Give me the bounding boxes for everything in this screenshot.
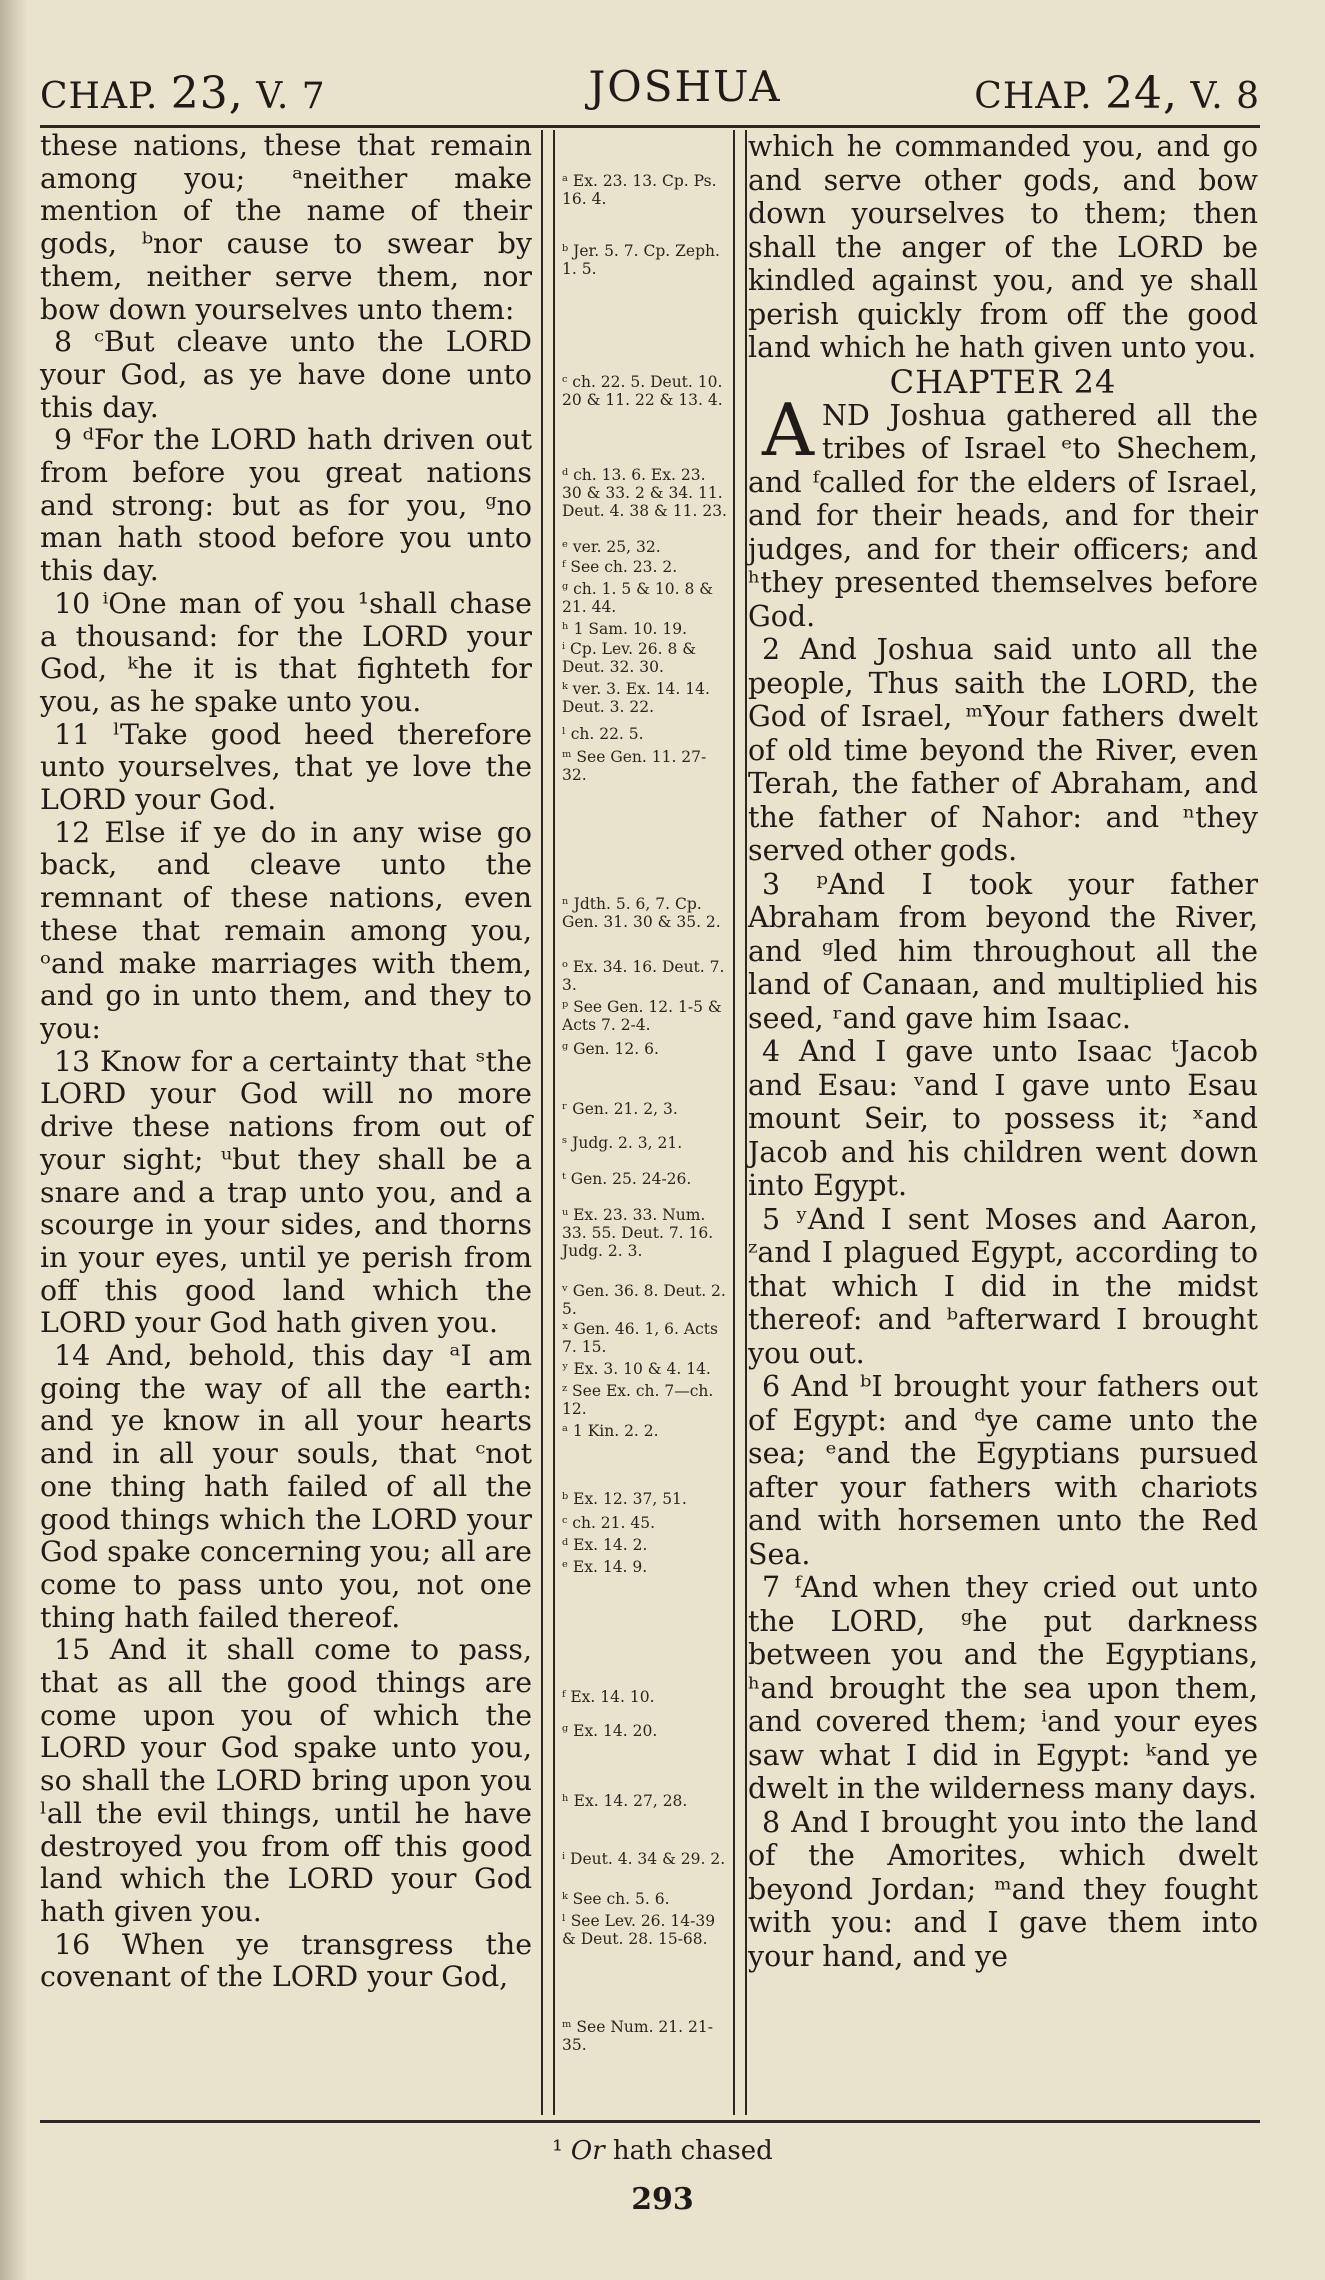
verse-paragraph: 4 And I gave unto Isaac ᵗJacob and Esau: ᵛand I gave unto Esau mount Seir, to possess it; ˣand Jacob and his children went down into Egypt. [748,1035,1258,1202]
header-left-verse: V. 7 [256,76,326,117]
cross-reference: ᵍ ch. 1. 5 & 10. 8 & 21. 44. [562,580,714,616]
verse-paragraph: which he commanded you, and go and serve other gods, and bow down yourselves to them; then shall the anger of the LORD be kindled against you, and ye shall perish quickly from off the good land which he hath given unto you. [748,130,1258,364]
cross-reference: ᵐ See Num. 21. 21-35. [562,2018,713,2054]
cross-reference: ᵛ Gen. 36. 8. Deut. 2. 5. [562,1282,726,1318]
cross-reference: ʰ 1 Sam. 10. 19. [562,620,688,638]
verse-paragraph: 8 And I brought you into the land of the Amorites, which dwelt beyond Jordan; ᵐand they fought with you: and I gave them into your hand, and ye [748,1805,1258,1973]
verse-paragraph: 10 ⁱOne man of you ¹shall chase a thousand: for the LORD your God, ᵏhe it is that fighteth for you, as he spake unto you. [40,586,532,718]
cross-reference: ᵃ 1 Kin. 2. 2. [562,1422,659,1440]
cross-reference: ᵍ Ex. 14. 20. [562,1722,658,1740]
cross-reference: ᵉ ver. 25, 32. [562,538,661,556]
footnote-text: hath chased [612,2136,773,2166]
cross-reference: ᵍ Gen. 12. 6. [562,1040,659,1058]
column-divider [745,130,747,2115]
footnote [0,2136,1325,2166]
footer-rule [40,2120,1260,2123]
verse-paragraph: 11 ˡTake good heed therefore unto yourselves, that ye love the LORD your God. [40,717,532,817]
verse-paragraph: 14 And, behold, this day ᵃI am going the way of all the earth: and ye know in all your hearts and in all your souls, that ᶜnot one thing hath failed of all the good things which the LORD your God spake concerning you; all are come to pass unto you, not one thing hath failed thereof. [40,1339,532,1634]
footnote-marker: ¹ [552,2136,563,2166]
cross-reference: ᵗ Gen. 25. 24-26. [562,1170,692,1188]
verse-paragraph: 15 And it shall come to pass, that as all the good things are come upon you of which the LORD your God spake unto you, so shall the LORD bring upon you ˡall the evil things, until he have destroyed you from off this good land which the LORD your God hath given you. [40,1633,532,1928]
cross-reference: ᶻ See Ex. ch. 7—ch. 12. [562,1382,714,1418]
cross-reference: ᵈ ch. 13. 6. Ex. 23. 30 & 33. 2 & 34. 11. Deut. 4. 38 & 11. 23. [562,466,727,520]
cross-reference: ʰ Ex. 14. 27, 28. [562,1792,688,1810]
verse-paragraph: these nations, these that remain among you; ᵃneither make mention of the name of their gods, ᵇnor cause to swear by them, neither serve them, nor bow down yourselves unto them: [40,129,532,326]
running-header [40,62,1260,122]
verse-paragraph: 16 When ye transgress the covenant of the LORD your God, [40,1927,532,1994]
verse-paragraph: 6 And ᵇI brought your fathers out of Egypt: and ᵈye came unto the sea; ᵉand the Egyptians pursued after your fathers with chariots and with horsemen unto the Red Sea. [748,1370,1258,1571]
header-rule [40,125,1260,128]
cross-reference: ᶠ See ch. 23. 2. [562,558,678,576]
page-binding-shadow [0,0,28,2280]
header-left-prefix: CHAP. [40,76,159,117]
cross-reference: ᵏ ver. 3. Ex. 14. 14. Deut. 3. 22. [562,680,710,716]
book-title: JOSHUA [588,62,782,111]
cross-reference: ᵐ See Gen. 11. 27-32. [562,748,707,784]
cross-reference: ᵃ Ex. 23. 13. Cp. Ps. 16. 4. [562,172,717,208]
cross-reference: ˢ Judg. 2. 3, 21. [562,1134,683,1152]
cross-reference: ˡ ch. 22. 5. [562,725,644,743]
cross-reference: ⁱ Cp. Lev. 26. 8 & Deut. 32. 30. [562,640,697,676]
cross-reference-column [562,130,732,2115]
cross-reference: ⁿ Jdth. 5. 6, 7. Cp. Gen. 31. 30 & 35. 2. [562,895,721,931]
verse-paragraph: 13 Know for a certainty that ˢthe LORD your God will no more drive these nations from out of your sight; ᵘbut they shall be a snare and a trap unto you, and a scourge in your sides, and thorns in your eyes, until ye perish from off this good land which the LORD your God hath given you. [40,1044,532,1340]
cross-reference: ᵇ Ex. 12. 37, 51. [562,1490,687,1508]
drop-cap: A [762,387,814,472]
verse-paragraph: 9 ᵈFor the LORD hath driven out from before you great nations and strong: but as for you, ᵍno man hath stood before you unto this day. [40,423,532,588]
cross-reference: ᶜ ch. 21. 45. [562,1514,656,1532]
header-right-prefix: CHAP. [974,76,1093,117]
cross-reference: ʸ Ex. 3. 10 & 4. 14. [562,1360,711,1378]
footnote-label: Or [570,2136,605,2166]
column-divider [541,130,543,2115]
verse-paragraph: 5 ʸAnd I sent Moses and Aaron, ᶻand I plagued Egypt, according to that which I did in the midst thereof: and ᵇafterward I brought you out. [748,1202,1258,1370]
cross-reference: ᵒ Ex. 34. 16. Deut. 7. 3. [562,958,725,994]
cross-reference: ᵘ Ex. 23. 33. Num. 33. 55. Deut. 7. 16. Judg. 2. 3. [562,1206,714,1260]
cross-reference: ᵈ Ex. 14. 2. [562,1536,648,1554]
verse-paragraph: 8 ᶜBut cleave unto the LORD your God, as ye have done unto this day. [40,325,532,424]
verse-paragraph: 2 And Joshua said unto all the people, Thus saith the LORD, the God of Israel, ᵐYour fathers dwelt of old time beyond the River, even Terah, the father of Abraham, and the father of Nahor: and ⁿthey served other gods. [748,633,1258,867]
cross-reference: ᶜ ch. 22. 5. Deut. 10. 20 & 11. 22 & 13. 4. [562,373,723,409]
verse-paragraph: 7 ᶠAnd when they cried out unto the LORD, ᵍhe put darkness between you and the Egyptians, ʰand brought the sea upon them, and covered them; ⁱand your eyes saw what I did in Egypt: ᵏand ye dwelt in the wilderness many days. [748,1571,1258,1805]
page-number: 293 [631,2182,694,2217]
cross-reference: ˣ Gen. 46. 1, 6. Acts 7. 15. [562,1320,718,1356]
cross-reference: ᶠ Ex. 14. 10. [562,1688,655,1706]
header-right-verse: V. 8 [1190,76,1260,117]
left-text-column [40,130,532,1994]
verse-one-text: ND Joshua gathered all the tribes of Israel ᵉto Shechem, and ᶠcalled for the elders of Israel, and for their heads, and for their judges, and for their officers; and ʰthey presented themselves before God. [748,398,1258,633]
cross-reference: ᵉ Ex. 14. 9. [562,1558,648,1576]
verse-paragraph [748,387,1258,634]
verse-paragraph: 12 Else if ye do in any wise go back, and cleave unto the remnant of these nations, even these that remain among you, ᵒand make marriages with them, and go in unto them, and they to you: [40,815,532,1045]
cross-reference: ᵇ Jer. 5. 7. Cp. Zeph. 1. 5. [562,242,720,278]
cross-reference: ᵏ See ch. 5. 6. [562,1890,670,1908]
cross-reference: ᵖ See Gen. 12. 1-5 & Acts 7. 2-4. [562,998,722,1034]
header-left-reference [40,68,326,119]
cross-reference: ˡ See Lev. 26. 14-39 & Deut. 28. 15-68. [562,1912,716,1948]
chapter-heading: CHAPTER 24 [889,362,1117,401]
verse-paragraph: 3 ᵖAnd I took your father Abraham from beyond the River, and ᵍled him throughout all the land of Canaan, and multiplied his seed, ʳand gave him Isaac. [748,867,1258,1035]
right-text-column [748,130,1258,1973]
column-divider [553,130,555,2115]
header-right-chapter: 24, [1105,68,1179,119]
cross-reference: ʳ Gen. 21. 2, 3. [562,1100,678,1118]
header-right-reference [974,68,1260,119]
column-divider [733,130,735,2115]
cross-reference: ⁱ Deut. 4. 34 & 29. 2. [562,1850,726,1868]
header-left-chapter: 23, [170,68,244,119]
